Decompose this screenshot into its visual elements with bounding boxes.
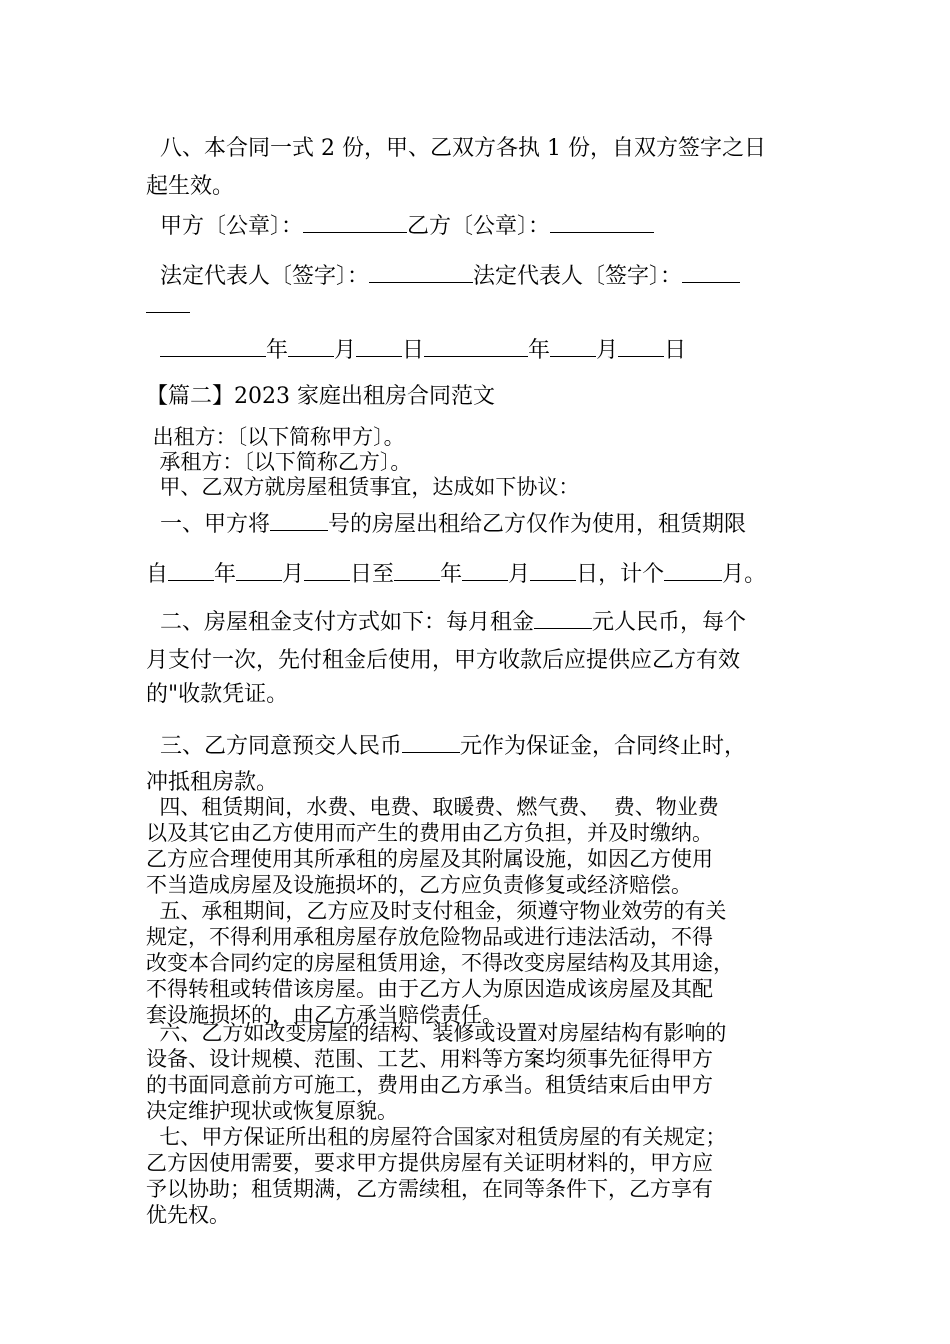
party-b-rep-blank-cont: [146, 290, 190, 313]
start-year-blank: [168, 558, 214, 581]
clause-1-text-b: 号的房屋出租给乙方仅作为使用，租赁期限: [328, 512, 747, 537]
agreement-intro: 甲、乙双方就房屋租赁事宜，达成如下协议：: [146, 475, 580, 499]
clause-3-line-1: [146, 730, 746, 762]
clause-4-line-2: 以及其它由乙方使用而产生的费用由乙方负担，并及时缴纳。: [146, 821, 713, 845]
date-a-day-blank: [356, 334, 402, 357]
date-day-label: 日: [664, 338, 687, 363]
clause-8-line-1: 八、本合同一式 2 份，甲、乙双方各执 1 份，自双方签字之日: [146, 136, 766, 161]
month-label: 月: [508, 562, 531, 587]
end-month-blank: [462, 558, 508, 581]
clause-3-text-b: 元作为保证金，合同终止时，: [460, 734, 747, 759]
total-months-blank: [664, 558, 722, 581]
lessor-line: 出租方：〔以下简称甲方〕。: [146, 425, 405, 449]
clause-5-line-4: 不得转租或转借该房屋。由于乙方人为原因造成该房屋及其配: [146, 977, 713, 1001]
clause-3-text-a: 三、乙方同意预交人民币: [146, 734, 402, 759]
signature-rep-line-wrap: [146, 290, 190, 322]
clause-1-line-1: [146, 508, 746, 540]
clause-5-line-1: 五、承租期间，乙方应及时支付租金，须遵守物业效劳的有关: [146, 899, 727, 923]
clause-6-line-4: 决定维护现状或恢复原貌。: [146, 1099, 398, 1123]
month-label: 月: [282, 562, 305, 587]
clause-6-line-2: 设备、设计规模、范围、工艺、用料等方案均须事先征得甲方: [146, 1047, 713, 1071]
clause-7-line-2: 乙方因使用需要，要求甲方提供房屋有关证明材料的，甲方应: [146, 1151, 713, 1175]
clause-7-line-1: 七、甲方保证所出租的房屋符合国家对租赁房屋的有关规定；: [146, 1125, 727, 1149]
date-b-month-blank: [550, 334, 596, 357]
clause-7-line-3: 予以协助；租赁期满，乙方需续租，在同等条件下，乙方享有: [146, 1177, 713, 1201]
clause-2-line-3: 的"收款凭证。: [146, 682, 289, 707]
signature-seal-line: [146, 210, 654, 242]
clause-5-line-3: 改变本合同约定的房屋租赁用途，不得改变房屋结构及其用途，: [146, 951, 734, 975]
clause-1-line-2: [146, 558, 766, 590]
months-label: 月。: [722, 562, 767, 587]
clause-2-text-b: 元人民币，每个: [592, 610, 747, 635]
monthly-rent-blank: [534, 606, 592, 629]
clause-1-from: 自: [146, 562, 169, 587]
start-month-blank: [236, 558, 282, 581]
date-b-day-blank: [618, 334, 664, 357]
clause-2-text-a: 二、房屋租金支付方式如下：每月租金: [146, 610, 534, 635]
party-b-rep-label: 法定代表人〔签字〕：: [473, 264, 683, 289]
year-label: 年: [440, 562, 463, 587]
end-year-blank: [394, 558, 440, 581]
clause-1-text-a: 一、甲方将: [146, 512, 270, 537]
house-number-blank: [270, 508, 328, 531]
clause-2-line-2: 月支付一次，先付租金后使用，甲方收款后应提供应乙方有效: [146, 648, 741, 673]
date-month-label: 月: [596, 338, 619, 363]
start-day-blank: [304, 558, 350, 581]
signature-rep-line: [146, 260, 740, 292]
clause-4-line-3: 乙方应合理使用其所承租的房屋及其附属设施，如因乙方使用: [146, 847, 713, 871]
total-label: 日，计个: [576, 562, 665, 587]
clause-4-line-1: 四、租赁期间，水费、电费、取暖费、燃气费、 费、物业费: [146, 795, 719, 819]
party-b-rep-blank: [682, 260, 740, 283]
date-year-label: 年: [266, 338, 289, 363]
party-b-seal-label: 乙方〔公章〕：: [407, 214, 551, 239]
clause-7-line-4: 优先权。: [146, 1203, 230, 1227]
party-b-seal-blank: [550, 210, 654, 233]
party-a-seal-blank: [303, 210, 407, 233]
clause-5-line-2: 规定，不得利用承租房屋存放危险物品或进行违法活动，不得: [146, 925, 713, 949]
deposit-blank: [402, 730, 460, 753]
date-line: [160, 334, 686, 366]
date-a-year-blank: [160, 334, 266, 357]
to-label: 日至: [350, 562, 395, 587]
date-b-year-blank: [424, 334, 528, 357]
clause-6-line-3: 的书面同意前方可施工，费用由乙方承当。租赁结束后由甲方: [146, 1073, 713, 1097]
year-label: 年: [214, 562, 237, 587]
clause-2-line-1: [146, 606, 746, 638]
date-a-month-blank: [288, 334, 334, 357]
date-day-label: 日: [402, 338, 425, 363]
clause-6-line-1: 六、乙方如改变房屋的结构、装修或设置对房屋结构有影响的: [146, 1021, 727, 1045]
party-a-rep-label: 法定代表人〔签字〕：: [146, 264, 369, 289]
clause-5-line-5: 套设施损坏的，由乙方承当赔偿责任。: [146, 1003, 503, 1027]
date-month-label: 月: [334, 338, 357, 363]
end-day-blank: [530, 558, 576, 581]
date-year-label: 年: [528, 338, 551, 363]
clause-3-line-2: 冲抵租房款。: [146, 770, 279, 795]
party-a-rep-blank: [369, 260, 473, 283]
party-a-seal-label: 甲方〔公章〕：: [146, 214, 303, 239]
section-heading: 【篇二】2023 家庭出租房合同范文: [146, 384, 495, 409]
clause-8-line-2: 起生效。: [146, 174, 235, 199]
lessee-line: 承租方：〔以下简称乙方〕。: [146, 450, 412, 474]
clause-4-line-4: 不当造成房屋及设施损坏的，乙方应负责修复或经济赔偿。: [146, 873, 692, 897]
